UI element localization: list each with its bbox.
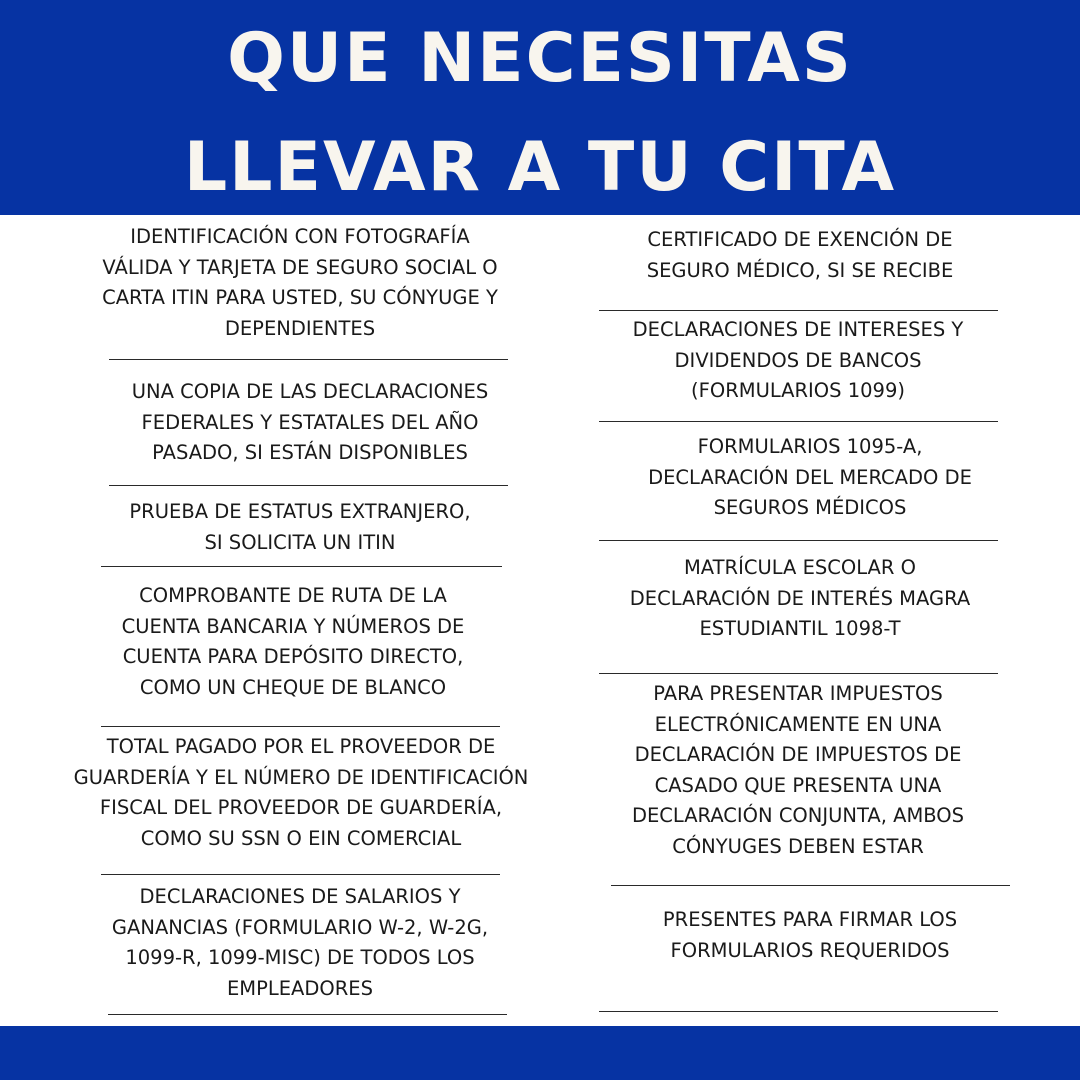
- page-title-line-1: QUE NECESITAS: [227, 19, 853, 98]
- right-item-interest-dividends: DECLARACIONES DE INTERESES Y DIVIDENDOS DE BANCOS (FORMULARIOS 1099): [632, 318, 964, 402]
- divider: [599, 1011, 998, 1012]
- right-item-exemption-certificate: CERTIFICADO DE EXENCIÓN DE SEGURO MÉDICO, SI SE RECIBE: [646, 228, 954, 282]
- divider: [599, 310, 998, 311]
- left-item-photo-id: IDENTIFICACIÓN CON FOTOGRAFÍA VÁLIDA Y TARJETA DE SEGURO SOCIAL O CARTA ITIN PARA USTED, SU CÓNYUGE Y DEPENDIENTES: [102, 225, 498, 340]
- divider: [101, 726, 500, 727]
- right-item-tuition-1098t: MATRÍCULA ESCOLAR O DECLARACIÓN DE INTERÉS MAGRA ESTUDIANTIL 1098-T: [629, 556, 971, 640]
- divider: [101, 874, 500, 875]
- divider: [611, 885, 1010, 886]
- left-item-wage-statements: DECLARACIONES DE SALARIOS Y GANANCIAS (FORMULARIO W-2, W-2G, 1099-R, 1099-MISC) DE TODOS LOS EMPLEADORES: [111, 885, 489, 1000]
- divider: [599, 540, 998, 541]
- divider: [109, 485, 508, 486]
- left-item-bank-routing: COMPROBANTE DE RUTA DE LA CUENTA BANCARIA Y NÚMEROS DE CUENTA PARA DEPÓSITO DIRECTO, COMO UN CHEQUE DE BLANCO: [121, 584, 465, 699]
- left-item-prior-returns: UNA COPIA DE LAS DECLARACIONES FEDERALES Y ESTATALES DEL AÑO PASADO, SI ESTÁN DISPONIBLES: [131, 380, 489, 464]
- divider: [599, 673, 998, 674]
- divider: [108, 1014, 507, 1015]
- divider: [109, 359, 508, 360]
- header-banner: [0, 0, 1080, 215]
- left-item-childcare-provider: TOTAL PAGADO POR EL PROVEEDOR DE GUARDERÍA Y EL NÚMERO DE IDENTIFICACIÓN FISCAL DEL PROVEEDOR DE GUARDERÍA, COMO SU SSN O EIN COMERCIAL: [73, 735, 529, 850]
- right-item-joint-efile: PARA PRESENTAR IMPUESTOS ELECTRÓNICAMENTE EN UNA DECLARACIÓN DE IMPUESTOS DE CASADO QUE PRESENTA UNA DECLARACIÓN CONJUNTA, AMBOS CÓNYUGES DEBEN ESTAR: [631, 682, 965, 858]
- right-item-form-1095a: FORMULARIOS 1095-A, DECLARACIÓN DEL MERCADO DE SEGUROS MÉDICOS: [648, 435, 972, 519]
- left-item-foreign-status: PRUEBA DE ESTATUS EXTRANJERO, SI SOLICITA UN ITIN: [129, 500, 471, 554]
- divider: [101, 566, 502, 567]
- divider: [599, 421, 998, 422]
- footer-banner: [0, 1026, 1080, 1080]
- page-title-line-2: LLEVAR A TU CITA: [183, 128, 897, 207]
- right-item-sign-forms: PRESENTES PARA FIRMAR LOS FORMULARIOS REQUERIDOS: [662, 908, 958, 962]
